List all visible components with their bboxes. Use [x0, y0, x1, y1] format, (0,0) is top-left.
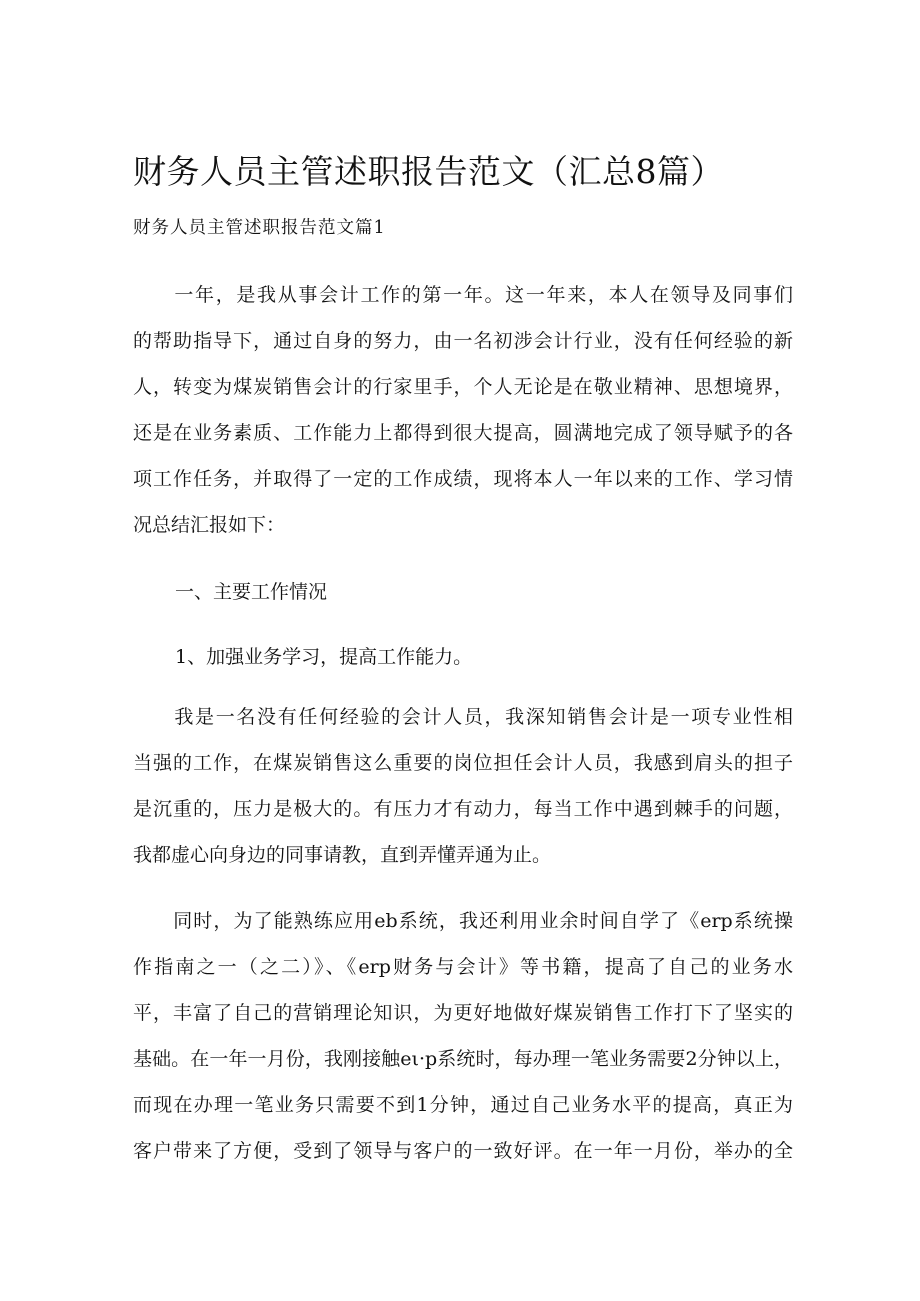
paragraph-intro [133, 272, 793, 548]
paragraph-line: 是沉重的，压力是极大的。有压力才有动力，每当工作中遇到棘手的问题， [133, 798, 793, 820]
paragraph-line: 况总结汇报如下： [133, 514, 286, 536]
paragraph-line: 客户带来了方便，受到了领导与客户的一致好评。在一年一月份，举办的全 [133, 1140, 793, 1162]
paragraph-line: 我都虚心向身边的同事请教，直到弄懂弄通为止。 [133, 844, 552, 866]
paragraph-line: 我是一名没有任何经验的会计人员，我深知销售会计是一项专业性相 [133, 706, 793, 728]
paragraph-learning [133, 694, 793, 878]
paragraph-line: 一年，是我从事会计工作的第一年。这一年来，本人在领导及同事们 [133, 284, 793, 306]
paragraph-line: 平，丰富了自己的营销理论知识，为更好地做好煤炭销售工作打下了坚实的 [133, 1002, 793, 1024]
document-subtitle: 财务人员主管述职报告范文篇1 [133, 218, 386, 238]
subsection-heading: 1、加强业务学习，提高工作能力。 [175, 646, 473, 668]
paragraph-line: 当强的工作，在煤炭销售这么重要的岗位担任会计人员，我感到肩头的担子 [133, 752, 793, 774]
paragraph-line: 项工作任务，并取得了一定的工作成绩，现将本人一年以来的工作、学习情 [133, 468, 793, 490]
section-heading: 一、主要工作情况 [175, 581, 328, 603]
paragraph-line: 而现在办理一笔业务只需要不到1分钟，通过自己业务水平的提高，真正为 [133, 1094, 793, 1116]
paragraph-line: 的帮助指导下，通过自身的努力，由一名初涉会计行业，没有任何经验的新 [133, 330, 793, 352]
paragraph-line: 作指南之一（之二）》、《erp财务与会计》等书籍，提高了自己的业务水 [133, 956, 793, 978]
paragraph-line: 人，转变为煤炭销售会计的行家里手，个人无论是在敬业精神、思想境界， [133, 376, 793, 398]
paragraph-line: 还是在业务素质、工作能力上都得到很大提高，圆满地完成了领导赋予的各 [133, 422, 793, 444]
paragraph-line: 同时，为了能熟练应用eb系统，我还利用业余时间自学了《erp系统操 [133, 910, 793, 932]
paragraph-line: 基础。在一年一月份，我刚接触eι·p系统时，每办理一笔业务需要2分钟以上， [133, 1048, 793, 1070]
document-title: 财务人员主管述职报告范文（汇总8篇） [133, 152, 724, 191]
paragraph-erp [133, 898, 793, 1174]
